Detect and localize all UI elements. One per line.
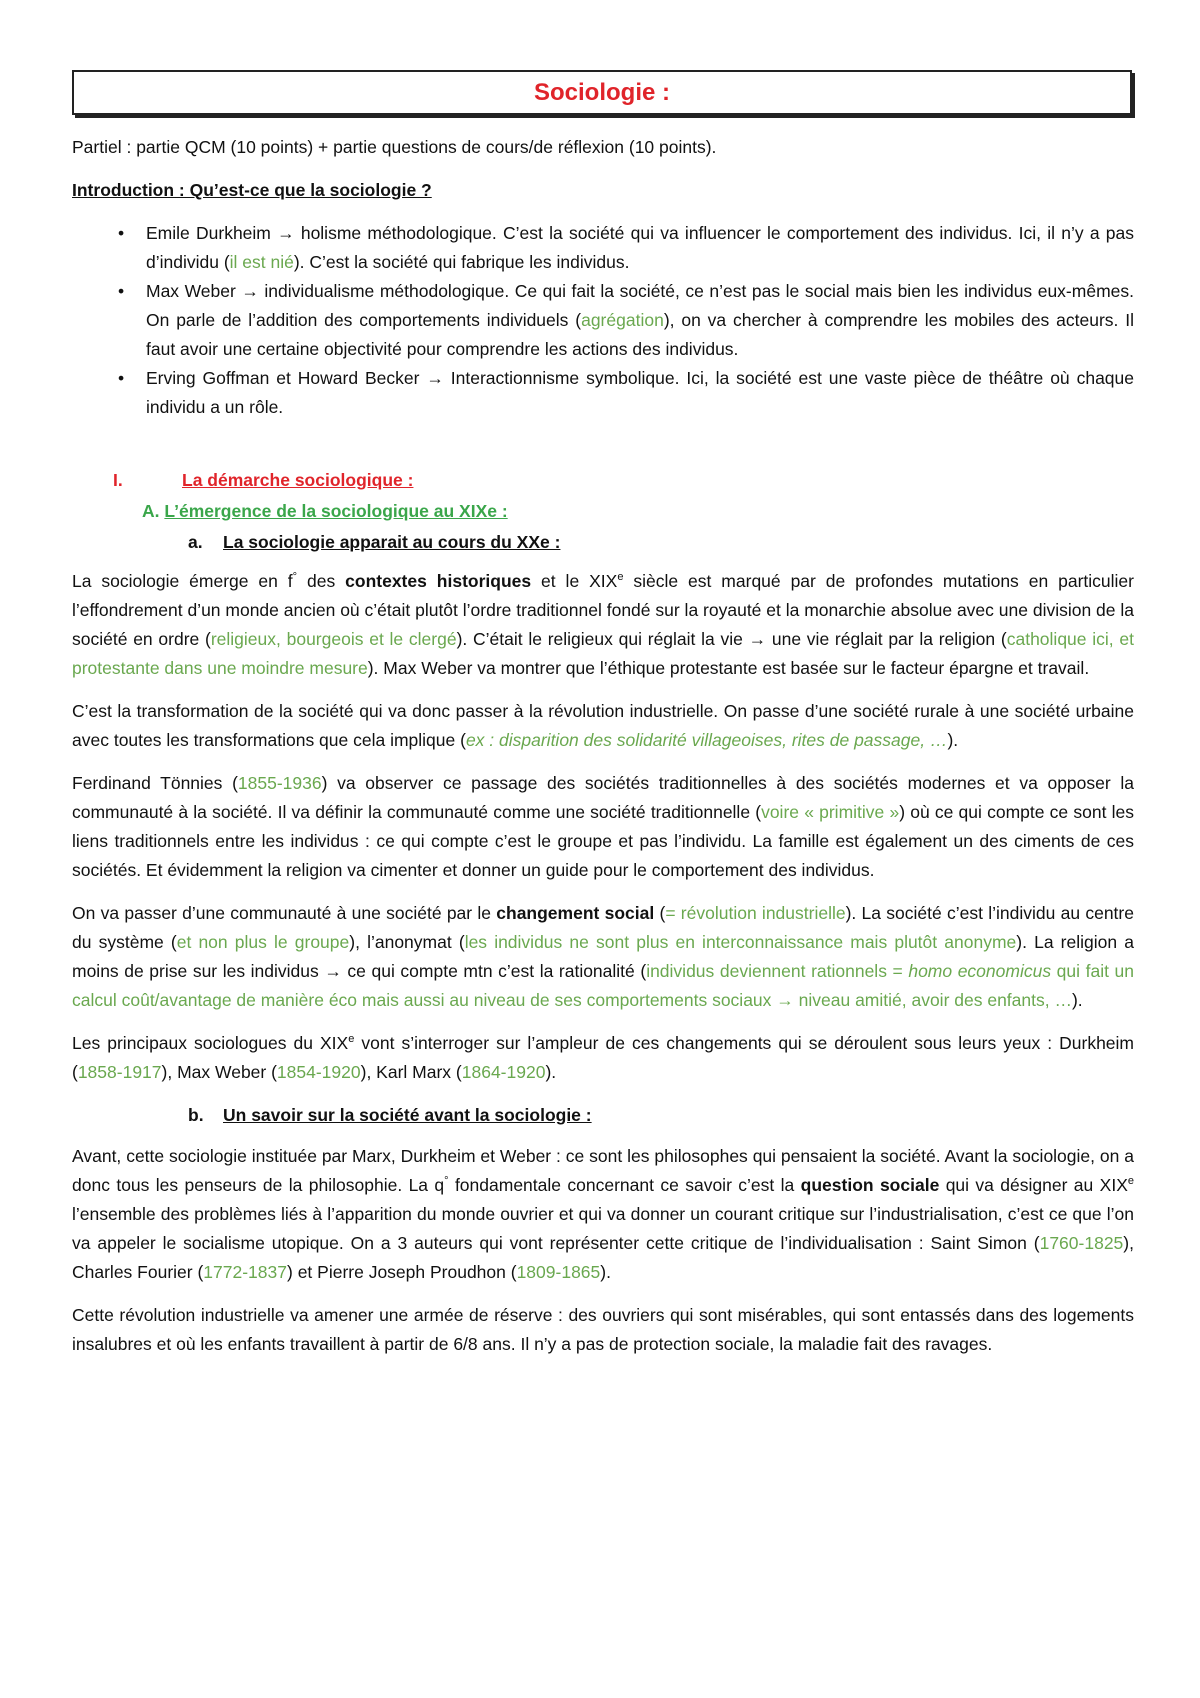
intro-bullet-list <box>72 219 1134 422</box>
paragraph-transformation: C’est la transformation de la société qui va donc passer à la révolution industrielle. On passe d’une société rurale à une société urbaine avec toutes les transformations que cela implique (ex : disparition des solidarité villageoises, rites de passage, …). <box>72 701 1134 750</box>
section-heading-A: A. L’émergence de la sociologique au XIXe : <box>142 501 508 521</box>
bullet-weber: • Max Weber → individualisme méthodologique. Ce qui fait la société, ce n’est pas le social mais bien les individus eux-mêmes. On parle de l’addition des comportements individuels (agrégation), on va chercher à comprendre les mobiles des acteurs. Il faut avoir une certaine objectivité pour comprendre les actions des individus. <box>72 277 1134 364</box>
paragraph-sociologues: Les principaux sociologues du XIXe vont s’interroger sur l’ampleur de ces changements qui se déroulent sous leurs yeux : Durkheim (1858-1917), Max Weber (1854-1920), Karl Marx (1864-1920). <box>72 1033 1135 1082</box>
bullet-icon: • <box>118 281 125 301</box>
intro-heading: Introduction : Qu’est-ce que la sociologie ? <box>72 180 432 200</box>
bullet-icon: • <box>118 223 125 243</box>
paragraph-context: La sociologie émerge en f° des contextes historiques et le XIXe siècle est marqué par de profondes mutations en particulier l’effondrement d’un monde ancien où c’était plutôt l’ordre traditionnel fondé sur la royauté et la monarchie absolue avec une division de la société en ordre (religieux, bourgeois et le clergé). C’était le religieux qui réglait la vie → une vie réglait par la religion (catholique ici, et protestante dans une moindre mesure). Max Weber va montrer que l’éthique protestante est basée sur le facteur épargne et travail. <box>72 571 1135 678</box>
paragraph-tonnies: Ferdinand Tönnies (1855-1936) va observer ce passage des sociétés traditionnelles à des sociétés modernes et va opposer la communauté à la société. Il va définir la communauté comme une société traditionnelle (voire « primitive ») où ce qui compte ce sont les liens traditionnels entre les individus : ce qui compte c’est le groupe et pas l’individu. La famille est également un des ciments de ces sociétés. Et évidemment la religion va cimenter et donner un guide pour le comportement des individus. <box>72 773 1135 880</box>
page-title: Sociologie : <box>533 79 670 106</box>
bullet-icon: • <box>118 368 125 388</box>
paragraph-changement-social: On va passer d’une communauté à une société par le changement social (= révolution industrielle). La société c’est l’individu au centre du système (et non plus le groupe), l’anonymat (les individus ne sont plus en interconnaissance mais plutôt anonyme). La religion a moins de prise sur les individus → ce qui compte mtn c’est la rationalité (individus deviennent rationnels = homo economicus qui fait un calcul coût/avantage de manière éco mais aussi au niveau de ses comportements sociaux → niveau amitié, avoir des enfants, …). <box>72 903 1134 1010</box>
bullet-goffman-becker: • Erving Goffman et Howard Becker → Interactionnisme symbolique. Ici, la société est une vaste pièce de théâtre où chaque individu a un rôle. <box>72 364 1134 422</box>
bullet-durkheim: • Emile Durkheim → holisme méthodologique. C’est la société qui va influencer le comportement des individus. Ici, il n’y a pas d’individu (il est nié). C’est la société qui fabrique les individus. <box>72 219 1134 277</box>
section-heading-I: I. La démarche sociologique : <box>113 470 414 490</box>
exam-info: Partiel : partie QCM (10 points) + partie questions de cours/de réflexion (10 points). <box>72 137 717 157</box>
paragraph-armee-reserve: Cette révolution industrielle va amener une armée de réserve : des ouvriers qui sont misérables, qui sont entassés dans des logements insalubres et où les enfants travaillent à partir de 6/8 ans. Il n’y a pas de protection sociale, la maladie fait des ravages. <box>72 1305 1134 1354</box>
section-heading-a: a. La sociologie apparait au cours du XXe : <box>188 532 561 552</box>
paragraph-savoir: Avant, cette sociologie instituée par Marx, Durkheim et Weber : ce sont les philosophes qui pensaient la société. Avant la sociologie, on a donc tous les penseurs de la philosophie. La q° fondamentale concernant ce savoir c’est la question sociale qui va désigner au XIXe l’ensemble des problèmes liés à l’apparition du monde ouvrier et qui va donner un courant critique sur l’industrialisation, c’est ce que l’on va appeler le socialisme utopique. On a 3 auteurs qui vont représenter cette critique de l’individualisation : Saint Simon (1760-1825), Charles Fourier (1772-1837) et Pierre Joseph Proudhon (1809-1865). <box>72 1146 1134 1282</box>
section-heading-b: b. Un savoir sur la société avant la sociologie : <box>188 1105 592 1125</box>
title-box <box>72 70 1132 115</box>
